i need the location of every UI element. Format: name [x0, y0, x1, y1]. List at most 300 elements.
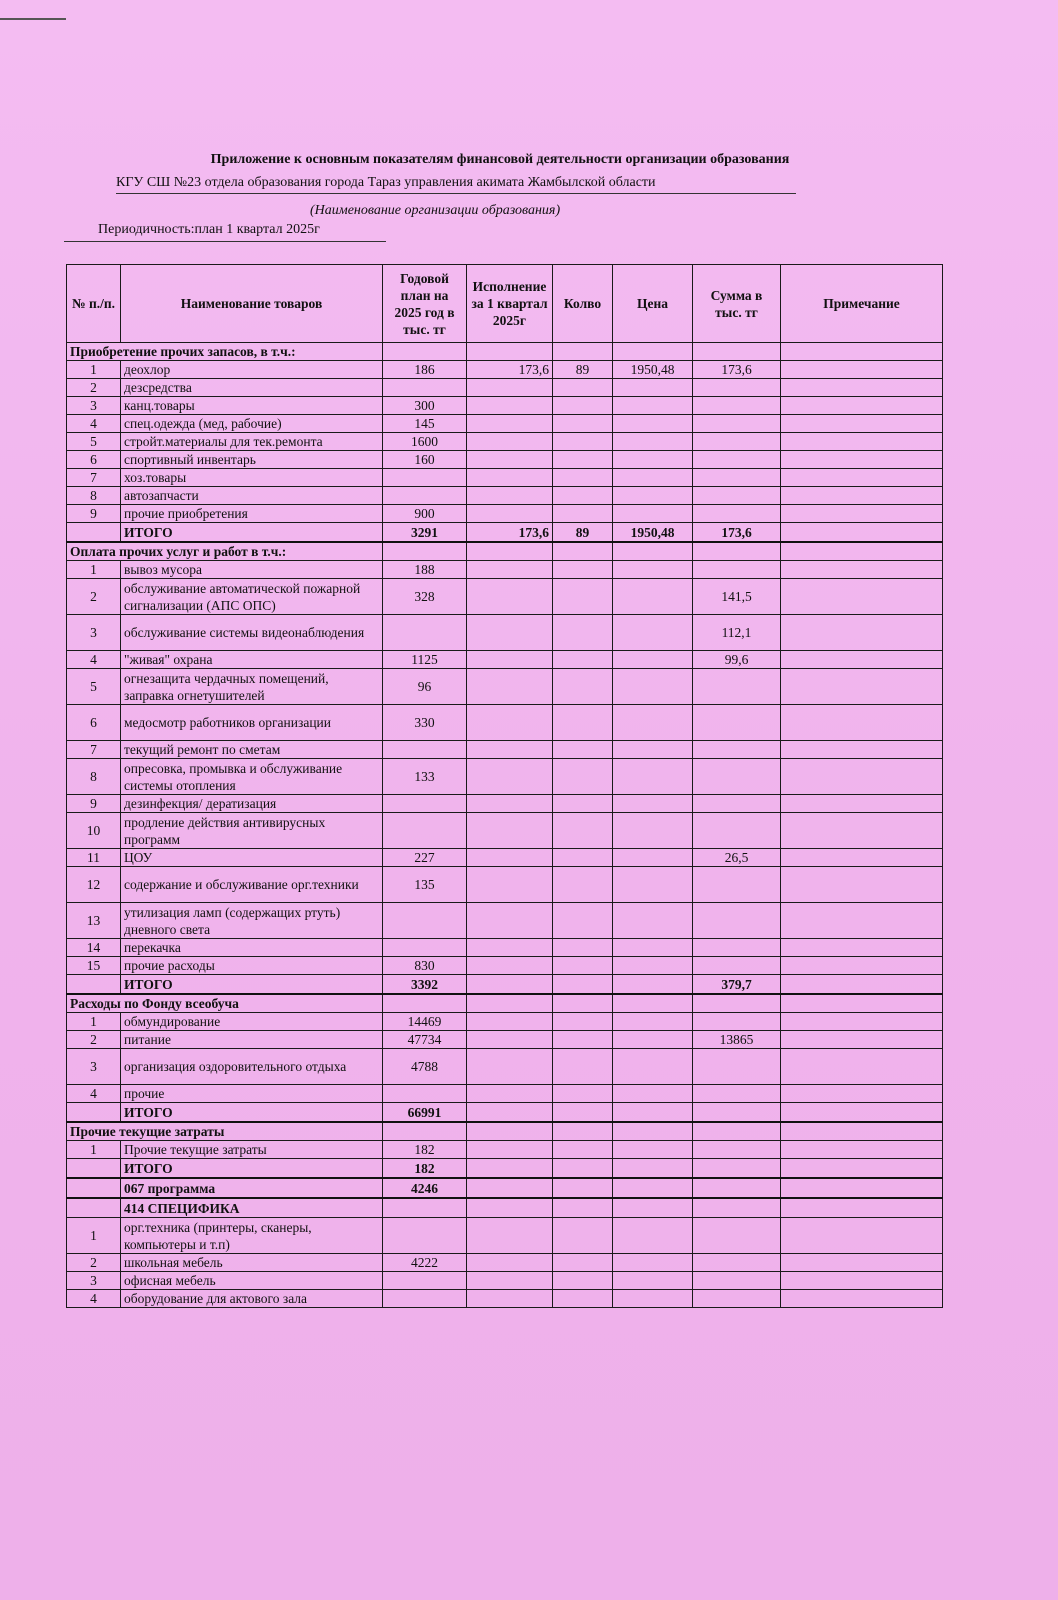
value-done: [467, 379, 553, 397]
value-qty: [553, 795, 613, 813]
value-qty: [553, 849, 613, 867]
value-sum: [693, 1290, 781, 1308]
table-row: [67, 379, 943, 397]
item-name: перекачка: [121, 939, 383, 957]
table-row: [67, 867, 943, 903]
value-plan: [383, 469, 467, 487]
table-row: [67, 1159, 943, 1179]
value-done: [467, 849, 553, 867]
table-row: [67, 795, 943, 813]
table-row: [67, 705, 943, 741]
empty-cell: [781, 343, 943, 361]
note-cell: [781, 939, 943, 957]
item-name: дезсредства: [121, 379, 383, 397]
table-row: [67, 1272, 943, 1290]
value-price: [613, 415, 693, 433]
note-cell: [781, 759, 943, 795]
value-qty: [553, 1290, 613, 1308]
table-row: [67, 939, 943, 957]
item-name: обслуживание системы видеонаблюдения: [121, 615, 383, 651]
value-qty: [553, 1085, 613, 1103]
row-number: 10: [67, 813, 121, 849]
value-sum: [693, 759, 781, 795]
value-plan: 182: [383, 1141, 467, 1159]
value-qty: [553, 903, 613, 939]
value-done: [467, 397, 553, 415]
section-title: Расходы по Фонду всеобуча: [67, 994, 383, 1013]
item-name: хоз.товары: [121, 469, 383, 487]
value-price: [613, 1218, 693, 1254]
total-label: ИТОГО: [121, 975, 383, 995]
value-plan: [383, 1085, 467, 1103]
value-qty: [553, 1049, 613, 1085]
value-plan: 328: [383, 579, 467, 615]
item-name: продление действия антивирусных программ: [121, 813, 383, 849]
value-qty: [553, 561, 613, 579]
col-header-qty: Колво: [553, 265, 613, 343]
empty-cell: [553, 542, 613, 561]
empty-cell: [781, 1198, 943, 1218]
value-sum: [693, 705, 781, 741]
value-sum: [693, 1049, 781, 1085]
empty-cell: [467, 343, 553, 361]
corner-mark: [0, 18, 66, 20]
value-plan: 830: [383, 957, 467, 975]
empty-cell: [467, 1122, 553, 1141]
value-price: [613, 705, 693, 741]
value-qty: [553, 651, 613, 669]
value-done: [467, 487, 553, 505]
value-price: [613, 561, 693, 579]
table-row: [67, 415, 943, 433]
table-row: [67, 903, 943, 939]
empty-cell: [67, 975, 121, 995]
row-number: 3: [67, 615, 121, 651]
value-price: [613, 397, 693, 415]
row-number: 13: [67, 903, 121, 939]
value-price: [613, 813, 693, 849]
total-plan: 66991: [383, 1103, 467, 1123]
value-sum: [693, 1013, 781, 1031]
note-cell: [781, 795, 943, 813]
table-row: [67, 487, 943, 505]
empty-cell: [553, 1178, 613, 1198]
item-name: текущий ремонт по сметам: [121, 741, 383, 759]
value-sum: [693, 505, 781, 523]
total-sum: [693, 1159, 781, 1179]
empty-cell: [467, 1178, 553, 1198]
total-plan: 182: [383, 1159, 467, 1179]
row-number: 7: [67, 741, 121, 759]
section-title: Оплата прочих услуг и работ в т.ч.:: [67, 542, 383, 561]
value-sum: [693, 415, 781, 433]
table-row: [67, 451, 943, 469]
table-row: [67, 343, 943, 361]
value-done: 173,6: [467, 361, 553, 379]
value-done: [467, 1141, 553, 1159]
note-cell: [781, 615, 943, 651]
table-row: [67, 975, 943, 995]
value-price: [613, 1254, 693, 1272]
value-qty: [553, 1141, 613, 1159]
value-qty: [553, 957, 613, 975]
note-cell: [781, 1141, 943, 1159]
total-label: ИТОГО: [121, 1103, 383, 1123]
item-name: стройт.материалы для тек.ремонта: [121, 433, 383, 451]
value-qty: [553, 741, 613, 759]
value-plan: 186: [383, 361, 467, 379]
total-sum: 379,7: [693, 975, 781, 995]
note-cell: [781, 361, 943, 379]
empty-cell: [693, 1178, 781, 1198]
empty-cell: [467, 542, 553, 561]
value-done: [467, 651, 553, 669]
empty-cell: [553, 994, 613, 1013]
item-name: прочие: [121, 1085, 383, 1103]
empty-cell: [613, 1198, 693, 1218]
item-name: обмундирование: [121, 1013, 383, 1031]
value-done: [467, 1218, 553, 1254]
empty-cell: [67, 523, 121, 543]
value-plan: [383, 939, 467, 957]
total-price: [613, 975, 693, 995]
empty-cell: [613, 994, 693, 1013]
value-plan: [383, 741, 467, 759]
item-name: канц.товары: [121, 397, 383, 415]
value-plan: [383, 487, 467, 505]
note-cell: [781, 1159, 943, 1179]
value-qty: [553, 1031, 613, 1049]
row-number: 2: [67, 579, 121, 615]
value-plan: 145: [383, 415, 467, 433]
row-number: 8: [67, 759, 121, 795]
note-cell: [781, 867, 943, 903]
note-cell: [781, 849, 943, 867]
empty-cell: [693, 1122, 781, 1141]
table-row: [67, 397, 943, 415]
note-cell: [781, 505, 943, 523]
row-number: 9: [67, 505, 121, 523]
total-price: 1950,48: [613, 523, 693, 543]
row-number: 8: [67, 487, 121, 505]
value-sum: 173,6: [693, 361, 781, 379]
value-price: [613, 451, 693, 469]
value-plan: [383, 1218, 467, 1254]
total-done: 173,6: [467, 523, 553, 543]
item-name: Прочие текущие затраты: [121, 1141, 383, 1159]
row-number: 5: [67, 669, 121, 705]
value-qty: [553, 1272, 613, 1290]
value-done: [467, 1290, 553, 1308]
empty-cell: [467, 1198, 553, 1218]
value-done: [467, 705, 553, 741]
value-qty: [553, 379, 613, 397]
note-cell: [781, 379, 943, 397]
item-name: "живая" охрана: [121, 651, 383, 669]
item-name: вывоз мусора: [121, 561, 383, 579]
value-price: [613, 939, 693, 957]
row-number: 7: [67, 469, 121, 487]
note-cell: [781, 705, 943, 741]
total-sum: 173,6: [693, 523, 781, 543]
total-qty: [553, 1103, 613, 1123]
value-sum: [693, 1218, 781, 1254]
program-plan: 4246: [383, 1178, 467, 1198]
value-done: [467, 741, 553, 759]
value-price: [613, 1031, 693, 1049]
item-name: опресовка, промывка и обслуживание системы отопления: [121, 759, 383, 795]
empty-cell: [553, 343, 613, 361]
value-done: [467, 505, 553, 523]
value-plan: [383, 1290, 467, 1308]
empty-cell: [781, 542, 943, 561]
value-done: [467, 939, 553, 957]
table-row: [67, 433, 943, 451]
value-plan: [383, 379, 467, 397]
total-qty: [553, 975, 613, 995]
note-cell: [781, 957, 943, 975]
value-qty: [553, 939, 613, 957]
value-plan: [383, 615, 467, 651]
row-number: 4: [67, 1290, 121, 1308]
row-number: 15: [67, 957, 121, 975]
note-cell: [781, 487, 943, 505]
row-number: 4: [67, 651, 121, 669]
value-plan: [383, 903, 467, 939]
value-sum: 26,5: [693, 849, 781, 867]
empty-cell: [613, 542, 693, 561]
table-row: [67, 849, 943, 867]
item-name: питание: [121, 1031, 383, 1049]
value-price: [613, 957, 693, 975]
value-price: [613, 651, 693, 669]
organization-name: КГУ СШ №23 отдела образования города Тараз управления акимата Жамбылской области: [116, 175, 796, 194]
value-done: [467, 469, 553, 487]
total-plan: 3392: [383, 975, 467, 995]
col-header-name: Наименование товаров: [121, 265, 383, 343]
table-row: [67, 542, 943, 561]
row-number: 3: [67, 397, 121, 415]
col-header-sum: Сумма в тыс. тг: [693, 265, 781, 343]
note-cell: [781, 1272, 943, 1290]
value-plan: 96: [383, 669, 467, 705]
periodicity: Периодичность:план 1 квартал 2025г: [64, 222, 386, 242]
table-body: [67, 343, 943, 1308]
value-price: [613, 579, 693, 615]
table-row: [67, 561, 943, 579]
value-done: [467, 669, 553, 705]
item-name: деохлор: [121, 361, 383, 379]
value-done: [467, 813, 553, 849]
item-name: школьная мебель: [121, 1254, 383, 1272]
document-title: Приложение к основным показателям финансовой деятельности организации образования: [210, 152, 790, 167]
table-row: [67, 994, 943, 1013]
value-sum: [693, 957, 781, 975]
table-row: [67, 1141, 943, 1159]
value-price: [613, 505, 693, 523]
value-qty: [553, 813, 613, 849]
note-cell: [781, 903, 943, 939]
row-number: 1: [67, 1141, 121, 1159]
value-qty: [553, 469, 613, 487]
section-title: Прочие текущие затраты: [67, 1122, 383, 1141]
value-plan: [383, 1272, 467, 1290]
value-qty: [553, 433, 613, 451]
item-name: офисная мебель: [121, 1272, 383, 1290]
value-plan: [383, 813, 467, 849]
empty-cell: [383, 542, 467, 561]
empty-cell: [553, 1122, 613, 1141]
table-row: [67, 523, 943, 543]
value-done: [467, 1254, 553, 1272]
value-plan: 900: [383, 505, 467, 523]
value-qty: [553, 1254, 613, 1272]
value-price: [613, 1049, 693, 1085]
table-row: [67, 1031, 943, 1049]
empty-cell: [383, 1122, 467, 1141]
note-cell: [781, 1049, 943, 1085]
item-name: спортивный инвентарь: [121, 451, 383, 469]
note-cell: [781, 451, 943, 469]
value-qty: [553, 505, 613, 523]
table-row: [67, 361, 943, 379]
item-name: спец.одежда (мед, рабочие): [121, 415, 383, 433]
value-sum: [693, 939, 781, 957]
value-sum: [693, 795, 781, 813]
table-row: [67, 1085, 943, 1103]
value-sum: [693, 867, 781, 903]
empty-cell: [383, 1198, 467, 1218]
value-price: [613, 1141, 693, 1159]
value-qty: [553, 487, 613, 505]
value-done: [467, 415, 553, 433]
value-sum: 112,1: [693, 615, 781, 651]
value-sum: [693, 741, 781, 759]
row-number: 3: [67, 1049, 121, 1085]
col-header-plan: Годовой план на 2025 год в тыс. тг: [383, 265, 467, 343]
value-price: [613, 469, 693, 487]
empty-cell: [67, 1103, 121, 1123]
row-number: 1: [67, 361, 121, 379]
value-qty: [553, 615, 613, 651]
item-name: содержание и обслуживание орг.техники: [121, 867, 383, 903]
row-number: 12: [67, 867, 121, 903]
row-number: 6: [67, 705, 121, 741]
value-sum: [693, 561, 781, 579]
item-name: ЦОУ: [121, 849, 383, 867]
empty-cell: [781, 1178, 943, 1198]
row-number: 2: [67, 1031, 121, 1049]
value-price: [613, 1272, 693, 1290]
value-plan: 133: [383, 759, 467, 795]
row-number: 4: [67, 415, 121, 433]
value-qty: [553, 669, 613, 705]
value-sum: [693, 451, 781, 469]
value-sum: [693, 1272, 781, 1290]
value-done: [467, 1031, 553, 1049]
empty-cell: [383, 994, 467, 1013]
value-sum: 99,6: [693, 651, 781, 669]
total-label: ИТОГО: [121, 523, 383, 543]
empty-cell: [67, 1178, 121, 1198]
value-qty: [553, 759, 613, 795]
value-price: [613, 849, 693, 867]
value-sum: [693, 1085, 781, 1103]
table-header-row: [67, 265, 943, 343]
value-plan: 1600: [383, 433, 467, 451]
value-plan: 4222: [383, 1254, 467, 1272]
value-done: [467, 1013, 553, 1031]
value-done: [467, 579, 553, 615]
empty-cell: [67, 1198, 121, 1218]
table-row: [67, 1198, 943, 1218]
value-sum: [693, 1254, 781, 1272]
value-done: [467, 1272, 553, 1290]
empty-cell: [553, 1198, 613, 1218]
row-number: 9: [67, 795, 121, 813]
value-plan: [383, 795, 467, 813]
empty-cell: [781, 1122, 943, 1141]
value-sum: 141,5: [693, 579, 781, 615]
note-cell: [781, 579, 943, 615]
item-name: оборудование для актового зала: [121, 1290, 383, 1308]
value-price: [613, 487, 693, 505]
value-done: [467, 561, 553, 579]
value-price: [613, 379, 693, 397]
value-plan: 47734: [383, 1031, 467, 1049]
note-cell: [781, 975, 943, 995]
value-qty: [553, 451, 613, 469]
value-done: [467, 903, 553, 939]
value-sum: [693, 487, 781, 505]
table-row: [67, 813, 943, 849]
value-plan: 160: [383, 451, 467, 469]
col-header-num: № п./п.: [67, 265, 121, 343]
value-sum: [693, 1141, 781, 1159]
item-name: утилизация ламп (содержащих ртуть) дневного света: [121, 903, 383, 939]
finance-table: [66, 264, 943, 1308]
total-price: [613, 1159, 693, 1179]
row-number: 1: [67, 1013, 121, 1031]
value-qty: [553, 415, 613, 433]
col-header-done: Исполнение за 1 квартал 2025г: [467, 265, 553, 343]
value-sum: [693, 813, 781, 849]
value-plan: 135: [383, 867, 467, 903]
total-price: [613, 1103, 693, 1123]
value-done: [467, 1049, 553, 1085]
total-done: [467, 1103, 553, 1123]
value-done: [467, 759, 553, 795]
item-name: дезинфекция/ дератизация: [121, 795, 383, 813]
empty-cell: [693, 994, 781, 1013]
row-number: 14: [67, 939, 121, 957]
table-row: [67, 1178, 943, 1198]
table-row: [67, 669, 943, 705]
note-cell: [781, 397, 943, 415]
note-cell: [781, 1013, 943, 1031]
value-done: [467, 433, 553, 451]
table-row: [67, 741, 943, 759]
value-qty: [553, 705, 613, 741]
item-name: автозапчасти: [121, 487, 383, 505]
item-name: орг.техника (принтеры, сканеры, компьютеры и т.п): [121, 1218, 383, 1254]
value-qty: 89: [553, 361, 613, 379]
value-price: [613, 1290, 693, 1308]
value-price: [613, 741, 693, 759]
value-sum: [693, 397, 781, 415]
value-done: [467, 615, 553, 651]
note-cell: [781, 561, 943, 579]
